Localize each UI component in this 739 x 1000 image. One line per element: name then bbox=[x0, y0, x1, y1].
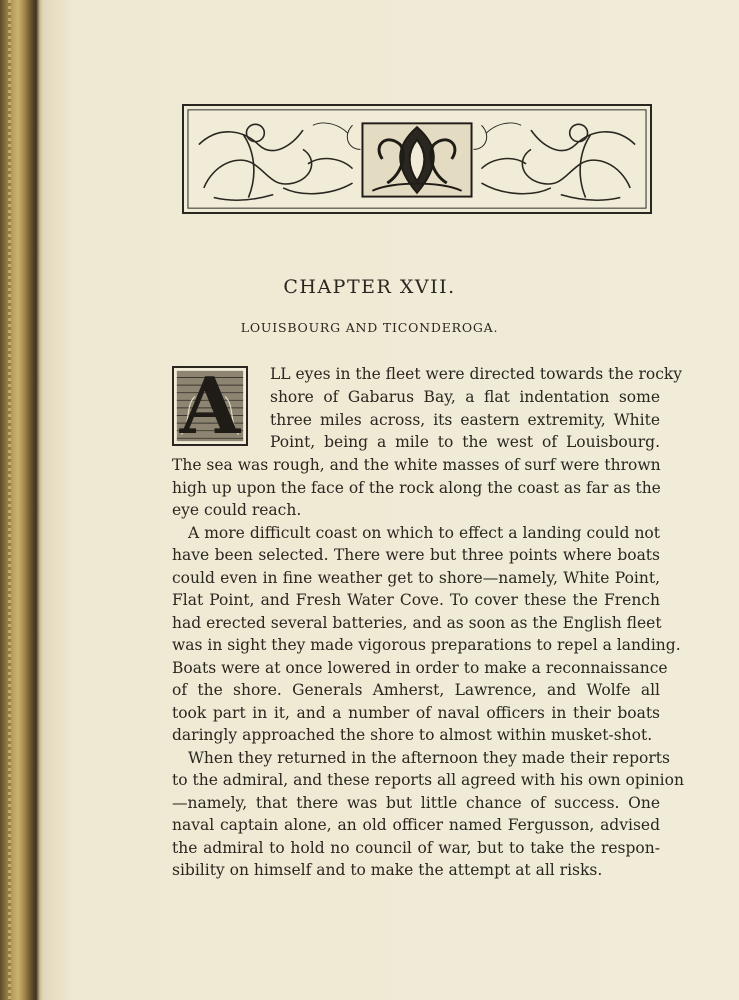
text-line: Flat Point, and Fresh Water Cove. To cover these the French bbox=[172, 591, 660, 609]
text-line: sibility on himself and to make the attempt at all risks. bbox=[172, 861, 603, 879]
headpiece-engraving bbox=[184, 106, 650, 212]
text-line: Point, being a mile to the west of Louisbourg. bbox=[270, 433, 660, 451]
book-spine-edge bbox=[0, 0, 44, 1000]
text-line: was in sight they made vigorous preparations to repel a landing. bbox=[172, 636, 681, 654]
text-line: A more difficult coast on which to effect a landing could not bbox=[188, 524, 660, 542]
text-line: naval captain alone, an old officer named Fergusson, advised bbox=[172, 816, 660, 834]
text-line: shore of Gabarus Bay, a flat indentation some bbox=[270, 388, 660, 406]
text-line: eye could reach. bbox=[172, 501, 302, 519]
ornamental-headpiece bbox=[182, 104, 652, 214]
text-line: The sea was rough, and the white masses of surf were thrown bbox=[172, 456, 661, 474]
text-line: have been selected. There were but three points where boats bbox=[172, 546, 660, 564]
text-line: daringly approached the shore to almost within musket-shot. bbox=[172, 726, 653, 744]
text-line: LL eyes in the fleet were directed towards the rocky bbox=[270, 365, 683, 383]
drop-cap-letter: A bbox=[179, 366, 241, 446]
text-line: to the admiral, and these reports all agreed with his own opinion bbox=[172, 771, 684, 789]
text-line: Boats were at once lowered in order to make a reconnaissance bbox=[172, 659, 668, 677]
text-line: —namely, that there was but little chance of success. One bbox=[172, 794, 660, 812]
text-line: three miles across, its eastern extremity, White bbox=[270, 411, 660, 429]
chapter-subtitle: LOUISBOURG AND TICONDEROGA. bbox=[240, 320, 499, 335]
drop-cap bbox=[172, 366, 248, 446]
text-line: When they returned in the afternoon they made their reports bbox=[188, 749, 670, 767]
text-line: the admiral to hold no council of war, but to take the respon- bbox=[172, 839, 660, 857]
text-line: could even in fine weather get to shore—namely, White Point, bbox=[172, 569, 660, 587]
text-line: had erected several batteries, and as soon as the English fleet bbox=[172, 614, 662, 632]
text-line: high up upon the face of the rock along the coast as far as the bbox=[172, 479, 661, 497]
chapter-title: CHAPTER XVII. bbox=[283, 276, 456, 298]
text-line: took part in it, and a number of naval officers in their boats bbox=[172, 704, 660, 722]
text-line: of the shore. Generals Amherst, Lawrence, and Wolfe all bbox=[172, 681, 660, 699]
